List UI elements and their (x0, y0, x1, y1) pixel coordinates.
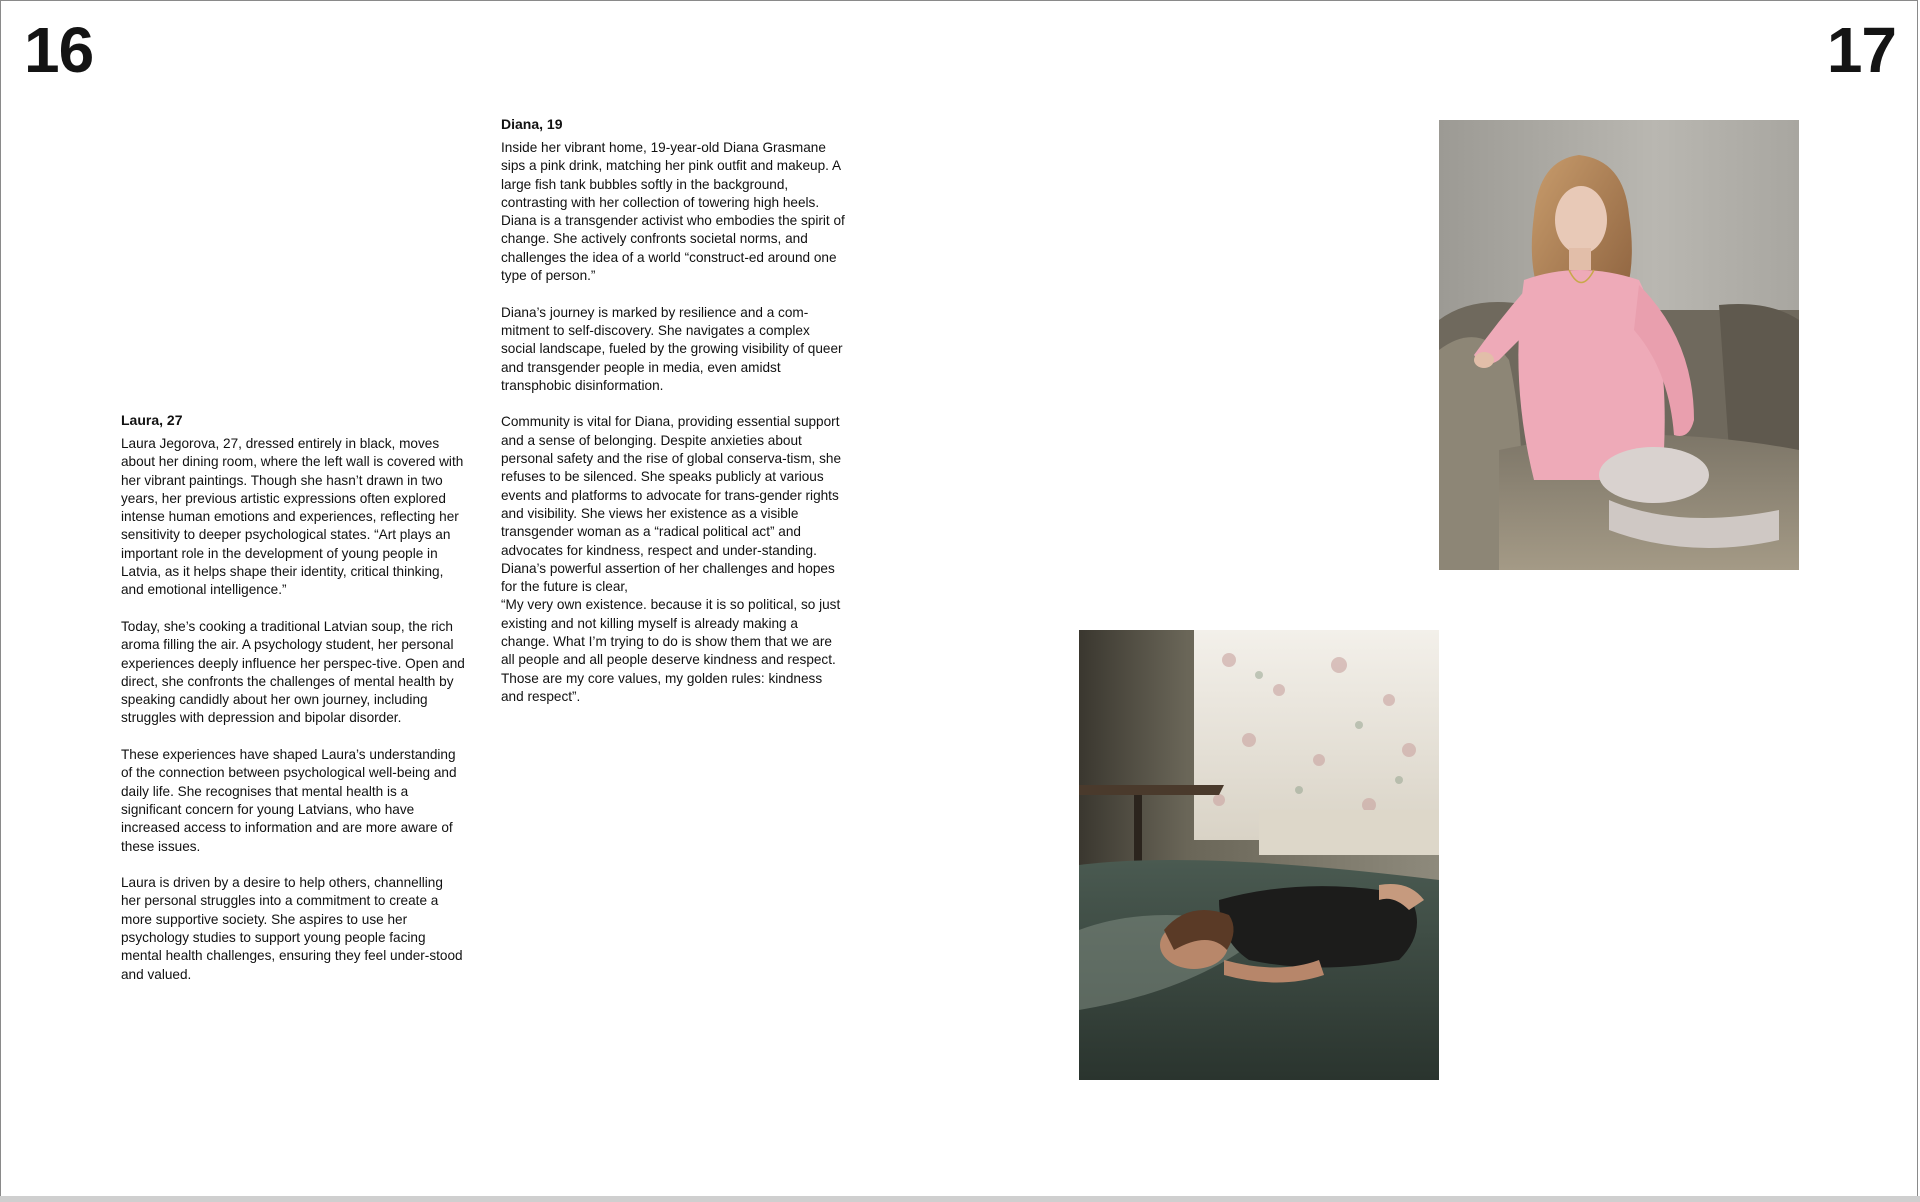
page-number-left: 16 (24, 14, 94, 86)
laura-paragraph: Laura Jegorova, 27, dressed entirely in black, moves about her dining room, where the left wall is covered with her vibrant paintings. Though she hasn’t drawn in two years, her previous artistic expressions often explored intense human emotions and experiences, reflecting her sensitivity to deeper psychological states. “Art plays an important role in the development of young people in Latvia, as it helps shape their identity, critical thinking, and emotional intelligence.” (121, 436, 464, 598)
laura-bed-photo (1079, 630, 1439, 1080)
diana-quote: “My very own existence. because it is so political, so just existing and not killing myself is already making a change. What I’m trying to do is show them that we are all people and all people deserve kindness and respect. Those are my core values, my golden rules: kindness and respect”. (501, 597, 841, 704)
laura-paragraph: Today, she’s cooking a traditional Latvian soup, the rich aroma filling the air. A psychology student, her personal experiences deeply influence her perspec-tive. Open and direct, she confronts the challenges of mental health by speaking candidly about her own journey, including struggles with depression and bipolar disorder. (121, 618, 465, 726)
diana-article (501, 115, 846, 725)
diana-portrait-photo (1439, 120, 1799, 570)
diana-portrait-image (1439, 120, 1799, 570)
page-bottom-edge (0, 1196, 1920, 1202)
diana-paragraph: Inside her vibrant home, 19-year-old Diana Grasmane sips a pink drink, matching her pink outfit and makeup. A large fish tank bubbles softly in the background, contrasting with her collection of towering high heels. Diana is a transgender activist who embodies the spirit of change. She actively confronts societal norms, and challenges the idea of a world “construct-ed around one type of person.” (501, 140, 845, 284)
laura-paragraph: These experiences have shaped Laura’s understanding of the connection between psychological well-being and daily life. She recognises that mental health is a significant concern for young Latvians, who have increased access to information and are more aware of these issues. (121, 747, 457, 854)
laura-article (121, 411, 466, 1002)
laura-heading: Laura, 27 (121, 412, 183, 428)
laura-bed-image (1079, 630, 1439, 1080)
diana-heading: Diana, 19 (501, 116, 563, 132)
laura-paragraph: Laura is driven by a desire to help others, channelling her personal struggles into a commitment to create a more supportive society. She aspires to use her psychology studies to support young people facing mental health challenges, ensuring they feel under-stood and valued. (121, 875, 463, 982)
diana-paragraph: Community is vital for Diana, providing essential support and a sense of belonging. Despite anxieties about personal safety and the rise of global conserva-tism, she refuses to be silenced. She speaks publicly at various events and platforms to advocate for trans-gender rights and visibility. She views her existence as a visible transgender woman as a “radical political act” and advocates for kindness, respect and under-standing. Diana’s powerful assertion of her challenges and hopes for the future is clear, (501, 414, 842, 595)
diana-paragraph: Diana’s journey is marked by resilience and a com-mitment to self-discovery. She navigates a complex social landscape, fueled by the growing visibility of queer and transgender people in media, even amidst transphobic disinformation. (501, 304, 843, 393)
page-number-right: 17 (1826, 14, 1896, 86)
